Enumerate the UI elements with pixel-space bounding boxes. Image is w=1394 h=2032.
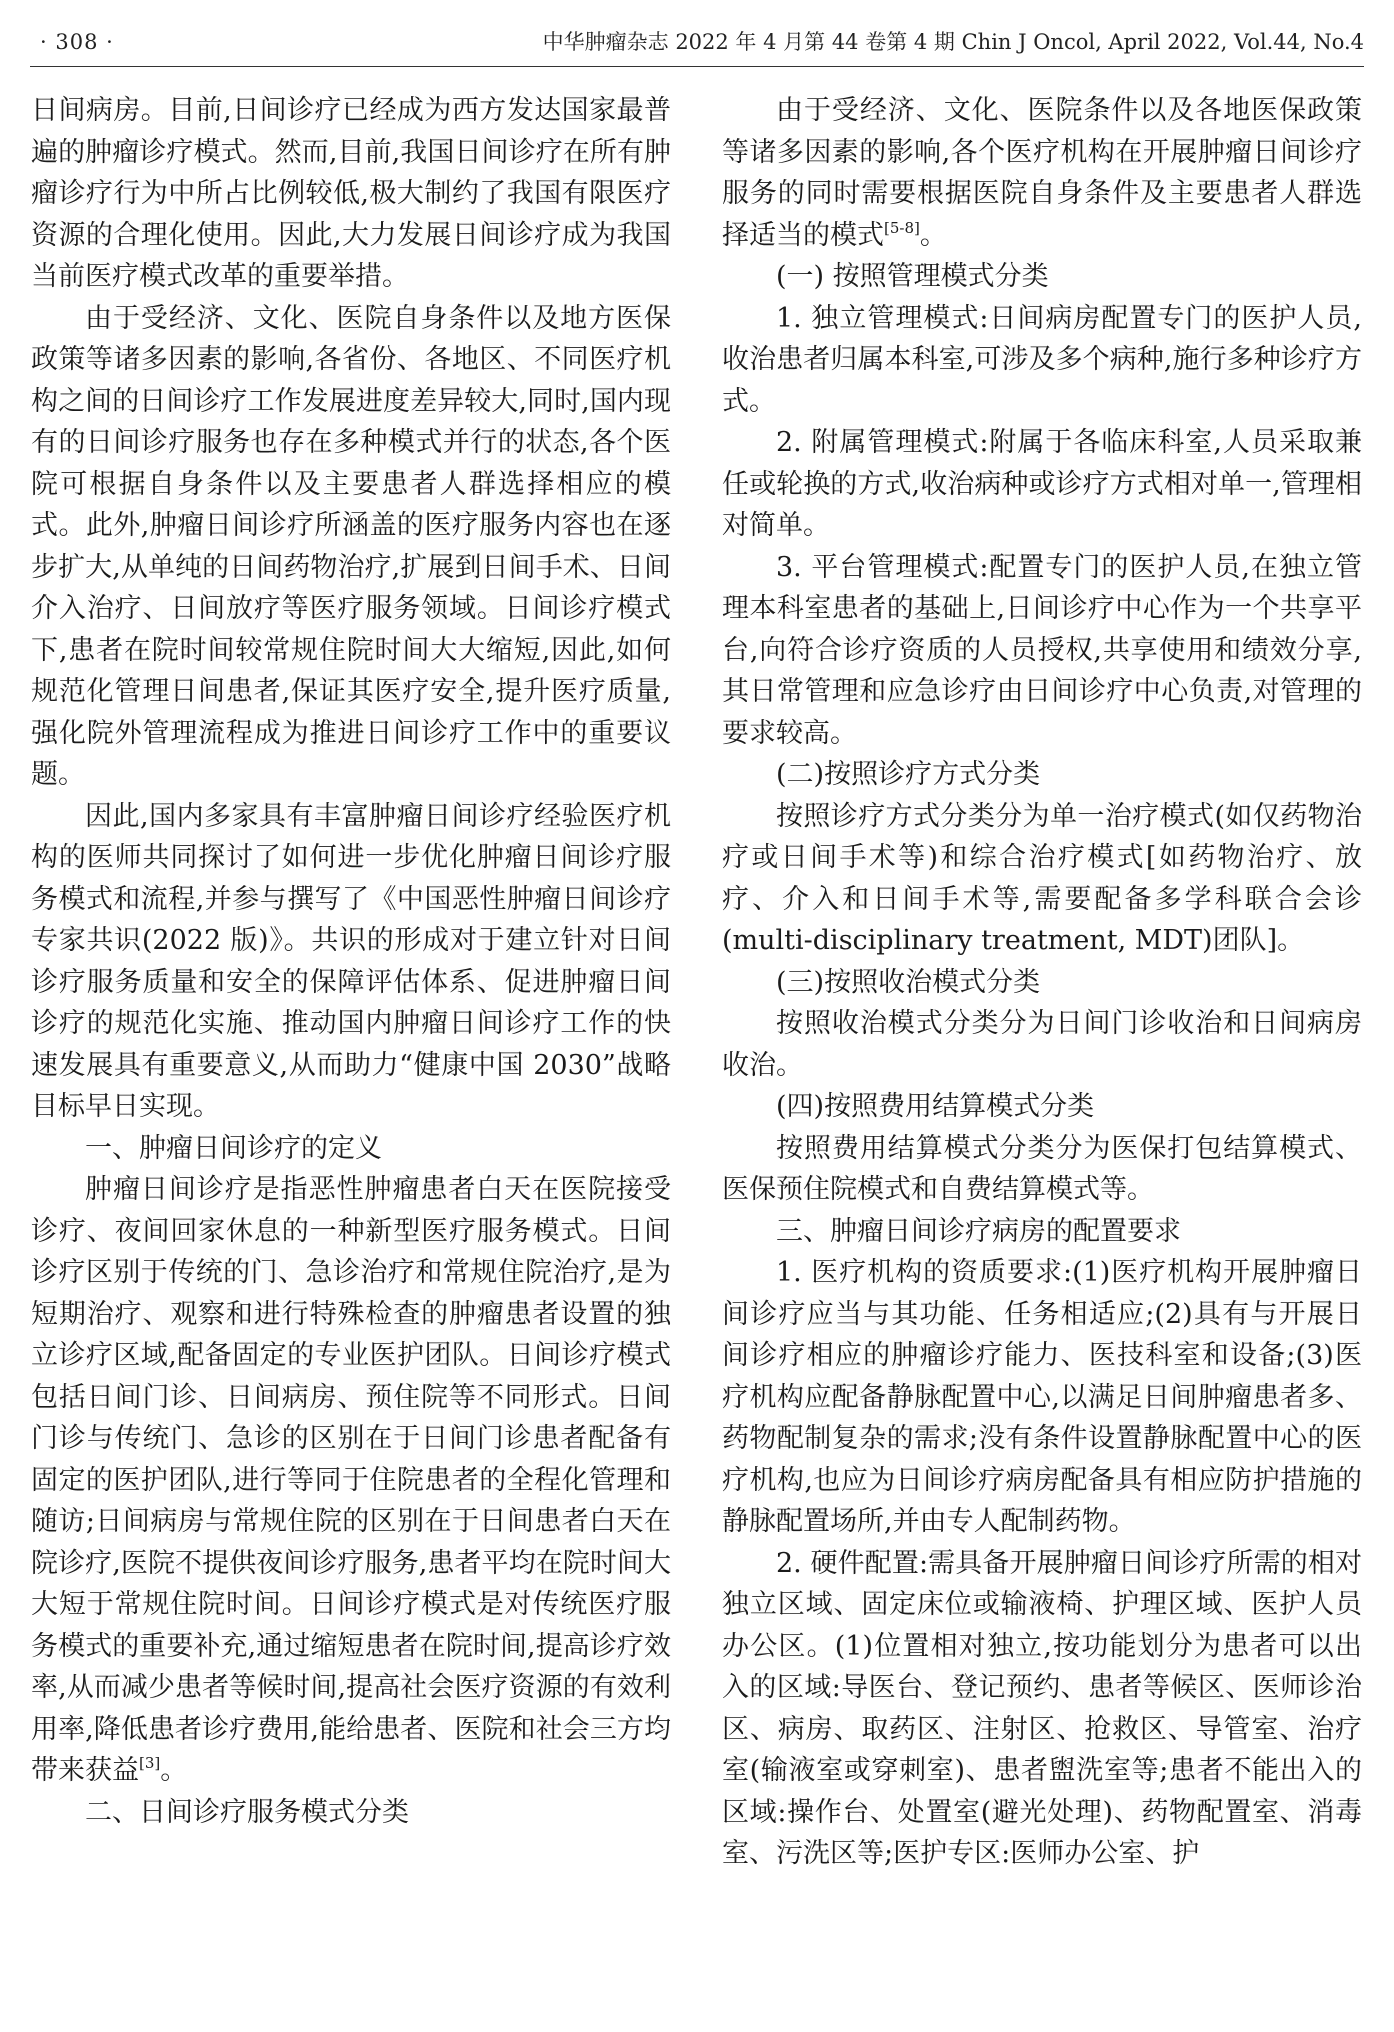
paragraph: 2. 硬件配置:需具备开展肿瘤日间诊疗所需的相对独立区域、固定床位或输液椅、护理区域、医护人员办公区。(1)位置相对独立,按功能划分为患者可以出入的区域:导医台、登记预约、患者等候区、医师诊治区、病房、取药区、注射区、抢救区、导管室、治疗室(输液室或穿刺室)、患者盥洗室等;患者不能出入的区域:操作台、处置室(避光处理)、药物配置室、消毒室、污洗区等;医护专区:医师办公室、护 (722, 1547, 1362, 1869)
section-heading: 一、肿瘤日间诊疗的定义 (85, 1132, 382, 1164)
subsection-heading: (一) 按照管理模式分类 (776, 261, 1049, 292)
running-header (40, 22, 1364, 62)
subsection-heading: (四)按照费用结算模式分类 (776, 1091, 1095, 1122)
paragraph: 因此,国内多家具有丰富肿瘤日间诊疗经验医疗机构的医师共同探讨了如何进一步优化肿瘤日间诊疗服务模式和流程,并参与撰写了《中国恶性肿瘤日间诊疗专家共识(2022 版)》。共识的形成对于建立针对日间诊疗服务质量和安全的保障评估体系、促进肿瘤日间诊疗的规范化实施、推动国内肿瘤日间诊疗工作的快速发展具有重要意义,从而助力“健康中国 2030”战略目标早日实现。 (31, 800, 671, 1122)
subsection-heading: (二)按照诊疗方式分类 (776, 759, 1041, 790)
section-heading: 三、肿瘤日间诊疗病房的配置要求 (776, 1215, 1181, 1247)
paragraph-text: 肿瘤日间诊疗是指恶性肿瘤患者白天在医院接受诊疗、夜间回家休息的一种新型医疗服务模式。日间诊疗区别于传统的门、急诊治疗和常规住院治疗,是为短期治疗、观察和进行特殊检查的肿瘤患者设置的独立诊疗区域,配备固定的专业医护团队。日间诊疗模式包括日间门诊、日间病房、预住院等不同形式。日间门诊与传统门、急诊的区别在于日间门诊患者配备有固定的医护团队,进行等同于住院患者的全程化管理和随访;日间病房与常规住院的区别在于日间患者白天在院诊疗,医院不提供夜间诊疗服务,患者平均在院时间大大短于常规住院时间。日间诊疗模式是对传统医疗服务模式的重要补充,通过缩短患者在院时间,提高诊疗效率,从而减少患者等候时间,提高社会医疗资源的有效利用率,降低患者诊疗费用,能给患者、医院和社会三方均带来获益 (31, 1174, 671, 1786)
journal-info: 中华肿瘤杂志 2022 年 4 月第 44 卷第 4 期 Chin J Oncol, April 2022, Vol.44, No.4 (542, 30, 1364, 54)
header-divider (30, 66, 1364, 67)
citation-ref[interactable]: [5-8] (884, 218, 920, 237)
citation-ref[interactable]: [3] (139, 1754, 161, 1772)
subsection-heading: (三)按照收治模式分类 (776, 966, 1041, 998)
paragraph: 2. 附属管理模式:附属于各临床科室,人员采取兼任或轮换的方式,收治病种或诊疗方式相对单一,管理相对简单。 (722, 427, 1362, 541)
paragraph-text: 由于受经济、文化、医院条件以及各地医保政策等诸多因素的影响,各个医疗机构在开展肿瘤日间诊疗服务的同时需要根据医院自身条件及主要患者人群选择适当的模式 (722, 95, 1362, 251)
paragraph-end: 。 (160, 1755, 188, 1786)
paragraph: 由于受经济、文化、医院自身条件以及地方医保政策等诸多因素的影响,各省份、各地区、不同医疗机构之间的日间诊疗工作发展进度差异较大,同时,国内现有的日间诊疗服务也存在多种模式并行的状态,各个医院可根据自身条件以及主要患者人群选择相应的模式。此外,肿瘤日间诊疗所涵盖的医疗服务内容也在逐步扩大,从单纯的日间药物治疗,扩展到日间手术、日间介入治疗、日间放疗等医疗服务领域。日间诊疗模式下,患者在院时间较常规住院时间大大缩短,因此,如何规范化管理日间患者,保证其医疗安全,提升医疗质量,强化院外管理流程成为推进日间诊疗工作中的重要议题。 (31, 302, 671, 790)
paragraph: 1. 独立管理模式:日间病房配置专门的医护人员,收治患者归属本科室,可涉及多个病种,施行多种诊疗方式。 (722, 302, 1362, 417)
paragraph: 按照诊疗方式分类分为单一治疗模式(如仅药物治疗或日间手术等)和综合治疗模式[如药物治疗、放疗、介入和日间手术等,需要配备多学科联合会诊(multi-disciplinary treatment, MDT)团队]。 (722, 800, 1362, 956)
paragraph: 1. 医疗机构的资质要求:(1)医疗机构开展肿瘤日间诊疗应当与其功能、任务相适应;(2)具有与开展日间诊疗相应的肿瘤诊疗能力、医技科室和设备;(3)医疗机构应配备静脉配置中心,以满足日间肿瘤患者多、药物配制复杂的需求;没有条件设置静脉配置中心的医疗机构,也应为日间诊疗病房配备具有相应防护措施的静脉配置场所,并由专人配制药物。 (722, 1257, 1362, 1537)
paragraph: 3. 平台管理模式:配置专门的医护人员,在独立管理本科室患者的基础上,日间诊疗中心作为一个共享平台,向符合诊疗资质的人员授权,共享使用和绩效分享,其日常管理和应急诊疗由日间诊疗中心负责,对管理的要求较高。 (722, 551, 1362, 749)
paragraph: 按照费用结算模式分类分为医保打包结算模式、医保预住院模式和自费结算模式等。 (722, 1132, 1362, 1205)
paragraph (31, 1169, 671, 1792)
page-number: · 308 · (40, 30, 114, 54)
paragraph (722, 90, 1362, 256)
paragraph: 按照收治模式分类分为日间门诊收治和日间病房收治。 (722, 1008, 1362, 1081)
section-heading: 二、日间诊疗服务模式分类 (85, 1796, 409, 1828)
paragraph-end: 。 (919, 219, 947, 251)
left-column (31, 90, 671, 2020)
right-column (722, 90, 1362, 2020)
paragraph: 日间病房。目前,日间诊疗已经成为西方发达国家最普遍的肿瘤诊疗模式。然而,目前,我国日间诊疗在所有肿瘤诊疗行为中所占比例较低,极大制约了我国有限医疗资源的合理化使用。因此,大力发展日间诊疗成为我国当前医疗模式改革的重要举措。 (31, 95, 671, 292)
